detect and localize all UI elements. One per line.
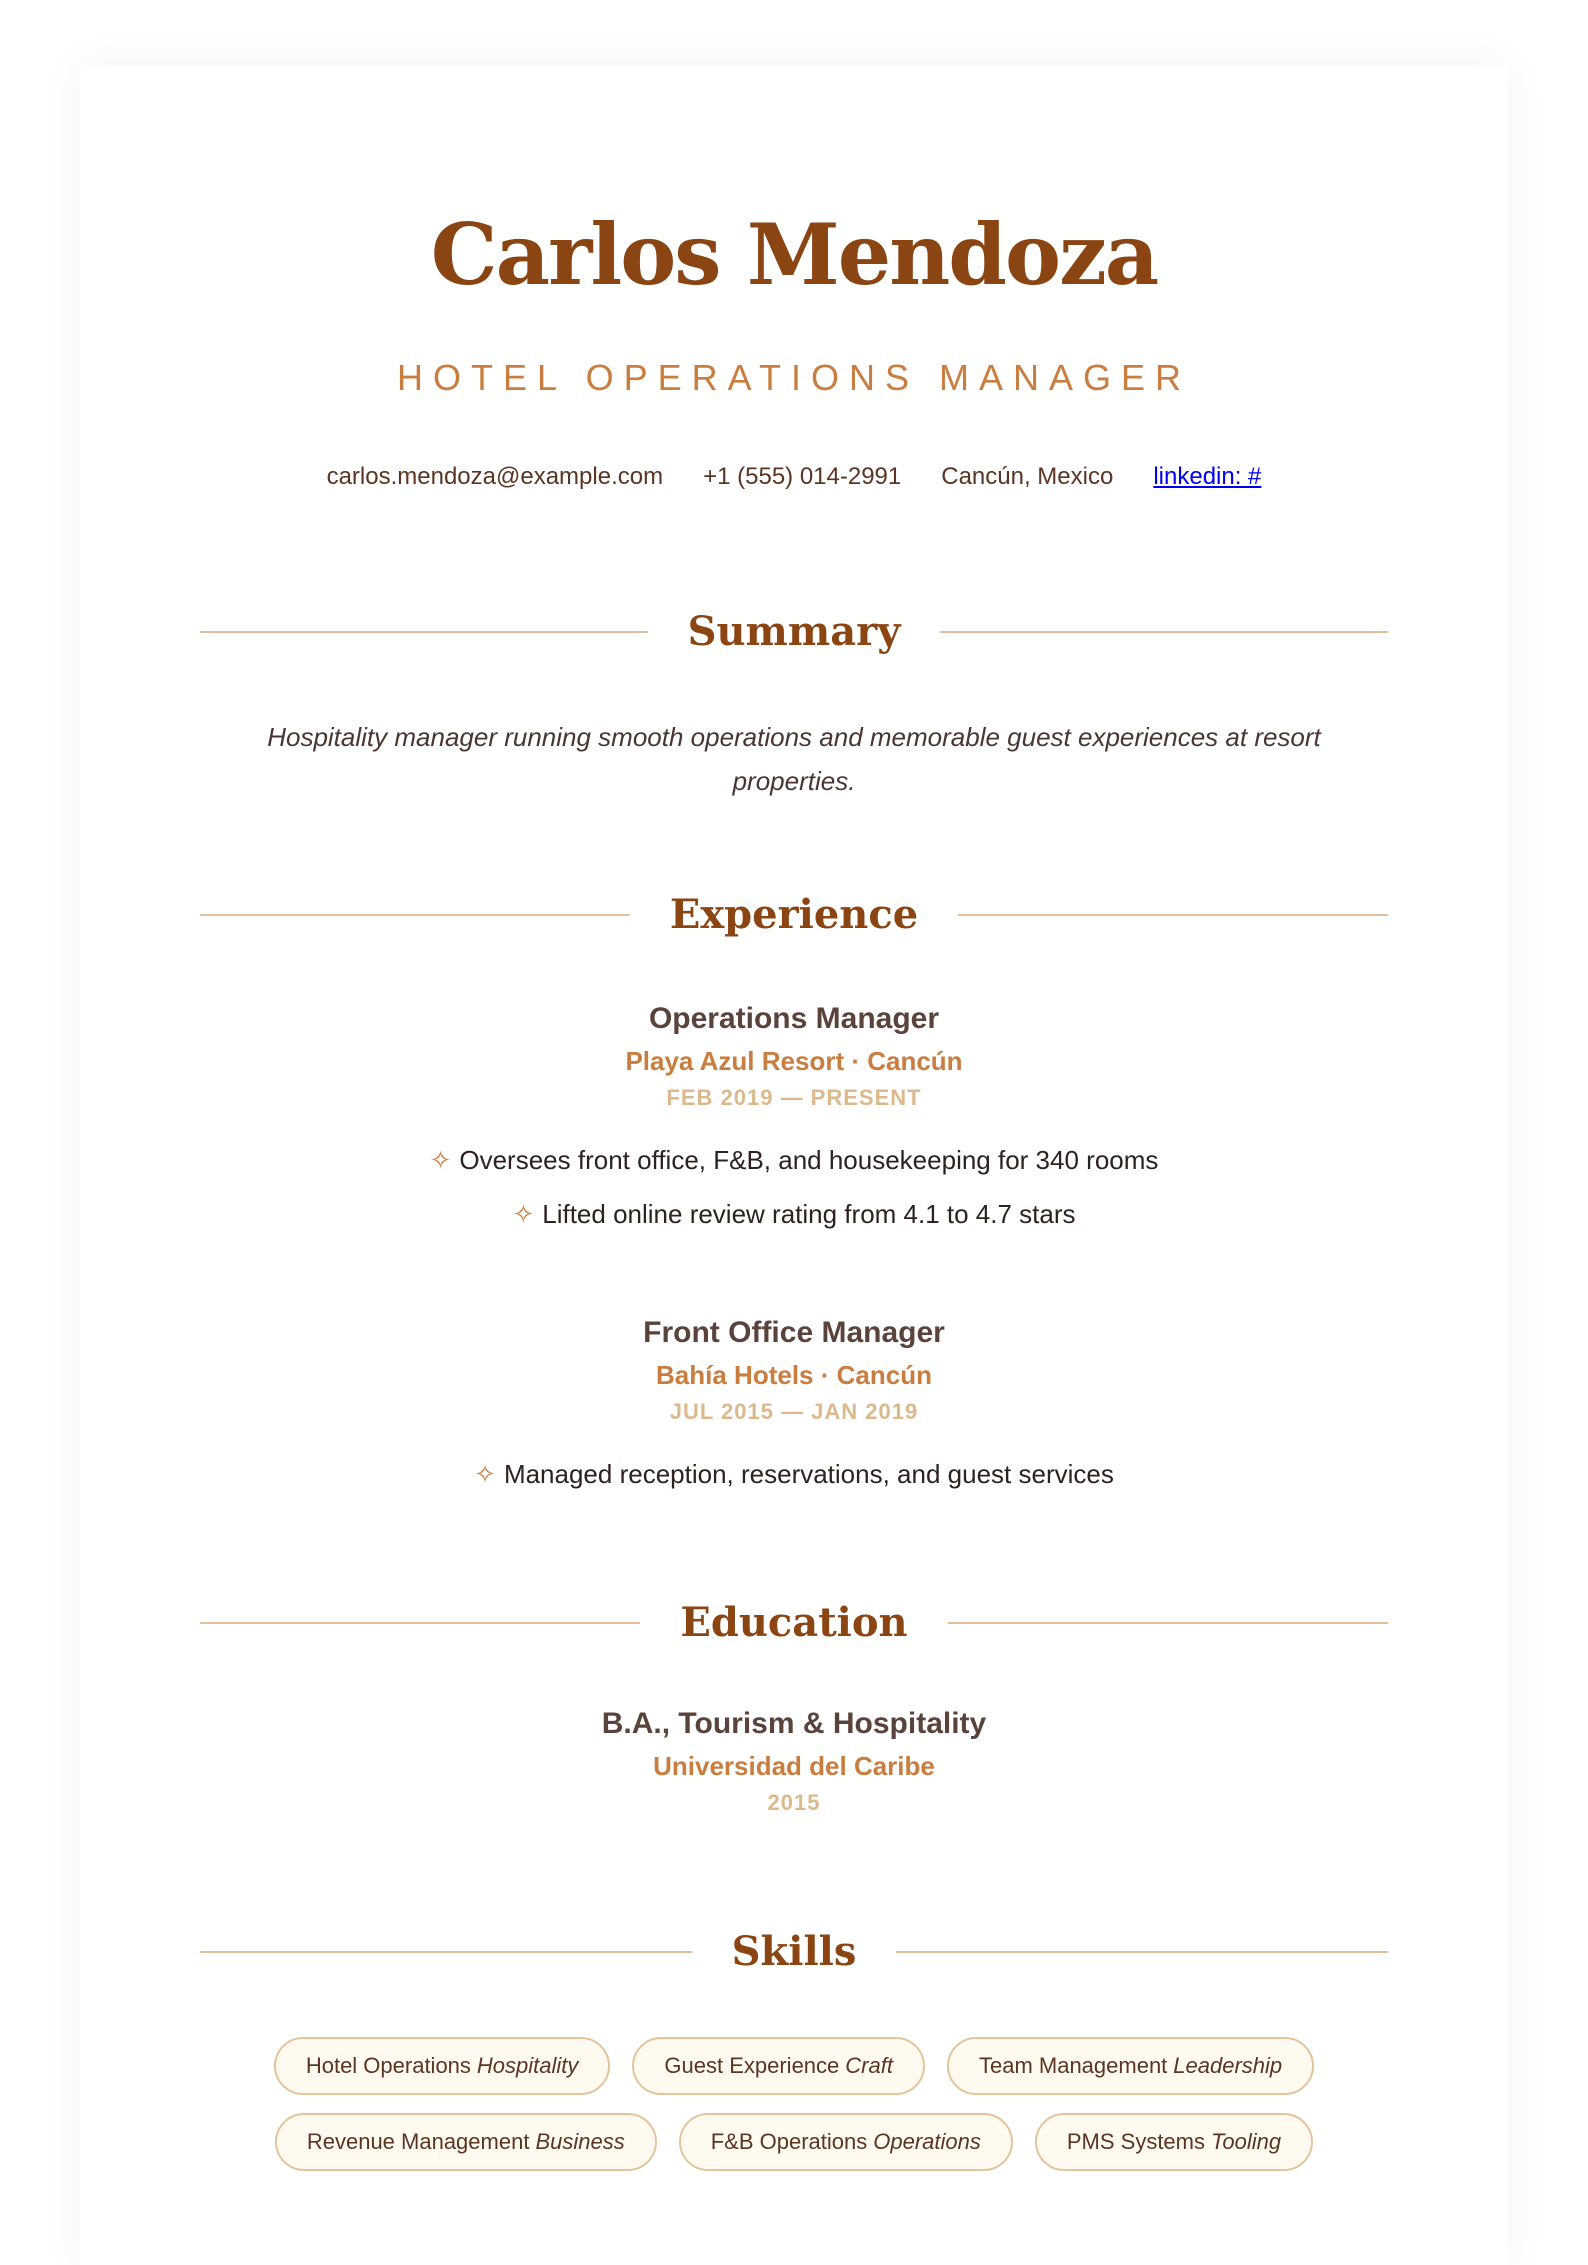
sparkle-icon: ✧ (512, 1199, 535, 1229)
bullet-text: Managed reception, reservations, and guest services (503, 1459, 1114, 1489)
bullet-text: Lifted online review rating from 4.1 to 4.7 stars (542, 1199, 1076, 1229)
contact-phone[interactable]: +1 (555) 014-2991 (703, 463, 902, 490)
section-divider (958, 914, 1388, 916)
job-title: Operations Manager (648, 1002, 940, 1035)
summary-text: Hospitality manager running smooth operations and memorable guest experiences at resort properties. (267, 722, 1321, 796)
experience-entry (80, 1002, 1508, 1241)
job-dates: JUL 2015 — JAN 2019 (669, 1399, 919, 1424)
experience-heading: Experience (669, 891, 919, 938)
job-company: Playa Azul Resort · Cancún (625, 1046, 963, 1076)
school: Universidad del Caribe (653, 1751, 935, 1781)
skill-category: Leadership (1173, 2053, 1283, 2078)
summary-heading: Summary (687, 608, 901, 655)
contact-location: Cancún, Mexico (941, 463, 1114, 490)
skills-heading: Skills (731, 1928, 857, 1975)
skill-category: Tooling (1211, 2129, 1282, 2154)
section-divider (940, 631, 1388, 633)
section-divider (200, 1622, 640, 1624)
skill-name: PMS Systems (1066, 2129, 1205, 2154)
summary-section-header (200, 608, 1388, 655)
skill-category: Operations (873, 2129, 981, 2154)
job-bullet (80, 1133, 1508, 1187)
contact-bar (80, 463, 1508, 491)
section-divider (948, 1622, 1388, 1624)
section-divider (896, 1951, 1388, 1953)
skill-chip (275, 2113, 657, 2171)
skill-name: Team Management (978, 2053, 1168, 2078)
contact-email[interactable]: carlos.mendoza@example.com (326, 463, 664, 490)
education-heading: Education (680, 1599, 908, 1646)
sparkle-icon: ✧ (474, 1459, 496, 1489)
job-bullets (80, 1447, 1508, 1501)
skill-chip (632, 2037, 925, 2095)
job-bullet (80, 1187, 1508, 1241)
job-bullet (80, 1447, 1508, 1501)
skill-chip (947, 2037, 1314, 2095)
skill-category: Hospitality (476, 2053, 579, 2078)
skill-name: F&B Operations (710, 2129, 868, 2154)
resume-page (80, 65, 1508, 2265)
skills-list (200, 2037, 1388, 2171)
skill-category: Business (535, 2129, 625, 2154)
skill-chip (679, 2113, 1013, 2171)
education-entry (80, 1707, 1508, 1816)
experience-section-header (200, 891, 1388, 938)
skill-category: Craft (845, 2053, 893, 2078)
candidate-name: Carlos Mendoza (430, 205, 1158, 304)
skill-name: Hotel Operations (305, 2053, 471, 2078)
job-dates: FEB 2019 — PRESENT (666, 1085, 922, 1110)
experience-entry (80, 1316, 1508, 1501)
job-title: Front Office Manager (643, 1316, 945, 1349)
skill-name: Revenue Management (306, 2129, 530, 2154)
contact-linkedin-link[interactable]: linkedin: # (1153, 463, 1262, 490)
skill-chip (1035, 2113, 1313, 2171)
job-company: Bahía Hotels · Cancún (656, 1360, 932, 1390)
job-bullets (80, 1133, 1508, 1241)
degree: B.A., Tourism & Hospitality (601, 1707, 987, 1740)
section-divider (200, 1951, 692, 1953)
bullet-text: Oversees front office, F&B, and housekeeping for 340 rooms (459, 1145, 1159, 1175)
skill-chip (274, 2037, 611, 2095)
sparkle-icon: ✧ (429, 1145, 452, 1175)
section-divider (200, 914, 630, 916)
graduation-year: 2015 (767, 1790, 821, 1815)
candidate-role: HOTEL OPERATIONS MANAGER (396, 357, 1192, 398)
skill-name: Guest Experience (664, 2053, 840, 2078)
section-divider (200, 631, 648, 633)
education-section-header (200, 1599, 1388, 1646)
skills-section-header (200, 1928, 1388, 1975)
